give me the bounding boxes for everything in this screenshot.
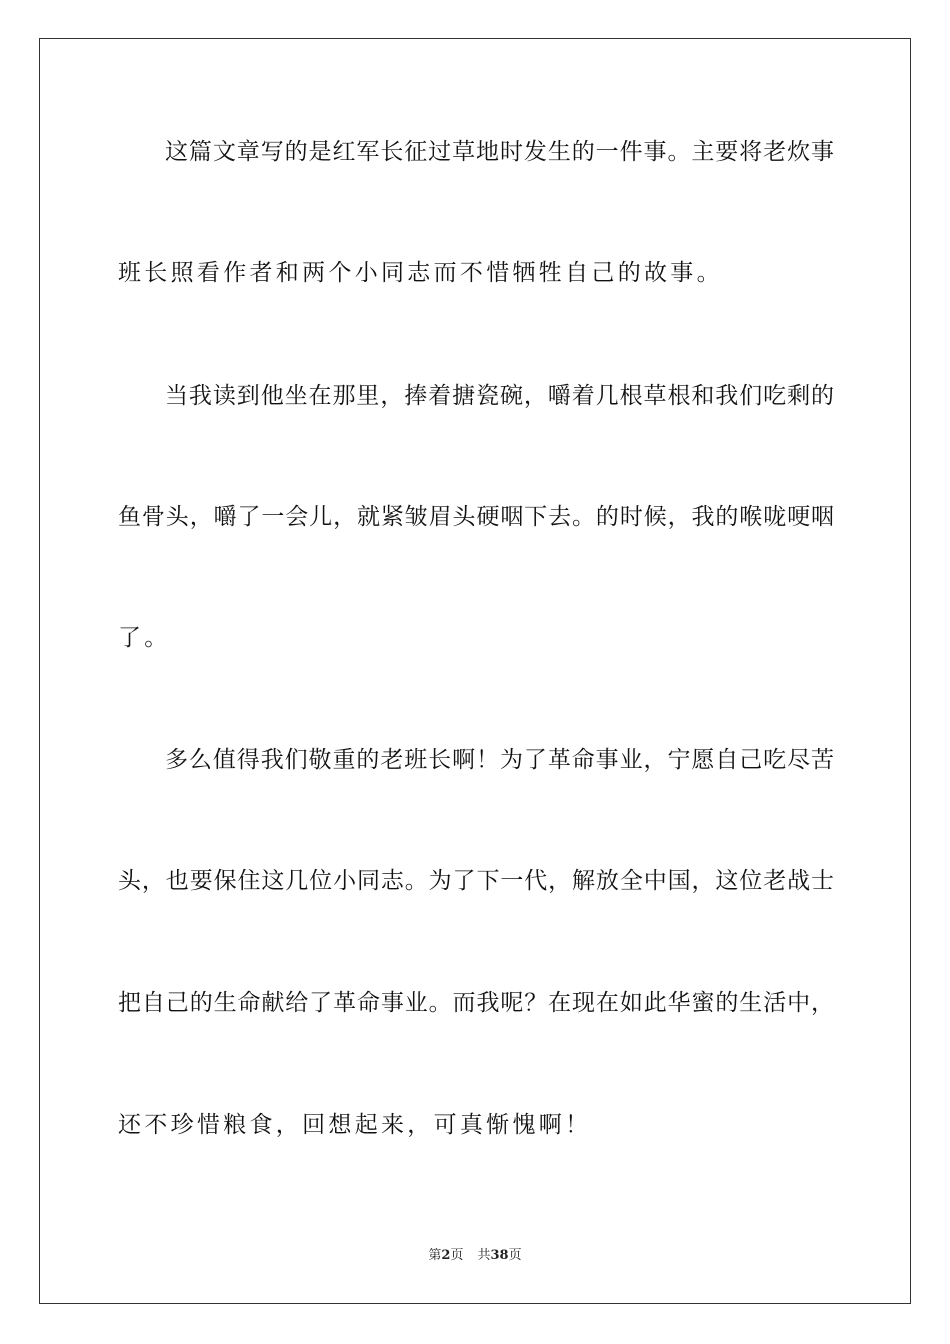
paragraph-2-line-1: 当我读到他坐在那里，捧着搪瓷碗，嚼着几根草根和我们吃剩的 [165, 383, 834, 409]
paragraph-1-line-1: 这篇文章写的是红军长征过草地时发生的一件事。主要将老炊事 [165, 139, 834, 165]
paragraph-3-line-4: 还不珍惜粮食，回想起来，可真惭愧啊！ [118, 1112, 592, 1138]
footer-total-suffix: 页 [508, 1248, 522, 1263]
paragraph-3-line-3: 把自己的生命献给了革命事业。而我呢？在现在如此华蜜的生活中， [118, 990, 834, 1016]
footer-prefix: 第 [428, 1248, 442, 1263]
footer-page-suffix: 页 [450, 1248, 464, 1263]
paragraph-3-line-2: 头，也要保住这几位小同志。为了下一代，解放全中国，这位老战士 [118, 868, 834, 894]
page-footer [0, 1247, 950, 1265]
paragraph-1-line-2: 班长照看作者和两个小同志而不惜牺牲自己的故事。 [118, 260, 723, 286]
footer-total-prefix: 共 [477, 1248, 491, 1263]
footer-page-number: 2 [441, 1248, 451, 1263]
paragraph-3-line-1: 多么值得我们敬重的老班长啊！为了革命事业，宁愿自己吃尽苦 [165, 747, 834, 773]
paragraph-2-line-2: 鱼骨头，嚼了一会儿，就紧皱眉头硬咽下去。的时候，我的喉咙哽咽 [118, 504, 834, 530]
paragraph-2-line-3: 了。 [118, 625, 171, 651]
footer-total-pages: 38 [490, 1248, 509, 1263]
